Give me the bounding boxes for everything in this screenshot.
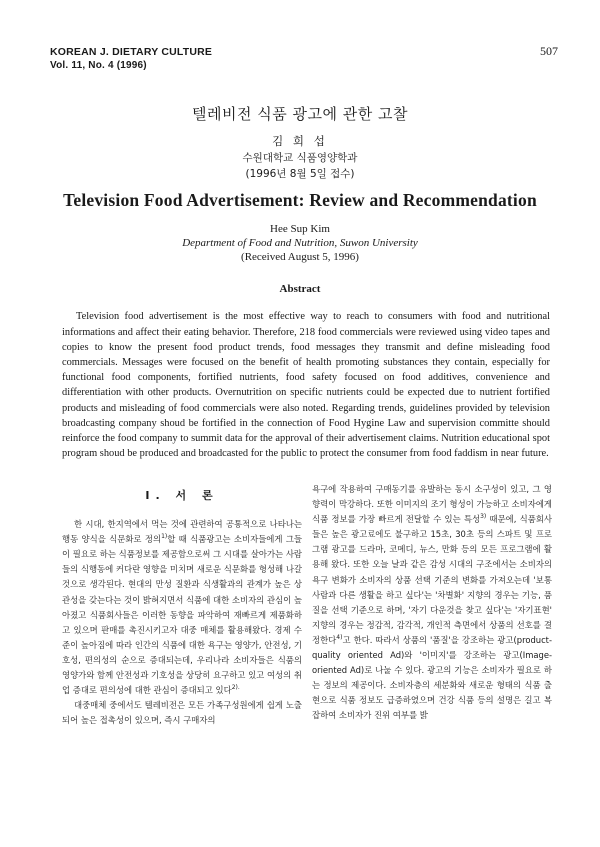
korean-title: 텔레비전 식품 광고에 관한 고찰 (192, 105, 408, 123)
english-title: Television Food Advertisement: Review and Recommendation (63, 190, 537, 210)
korean-author: 김 희 섭 (272, 134, 328, 148)
body-column-right (312, 482, 552, 724)
journal-name: KOREAN J. DIETARY CULTURE (50, 46, 213, 58)
english-received-date: (Received August 5, 1996) (241, 251, 359, 263)
english-affiliation: Department of Food and Nutrition, Suwon University (182, 237, 418, 249)
english-author: Hee Sup Kim (270, 223, 330, 235)
abstract-body: Television food advertisement is the most effective way to reach to consumers with food and nutritional informations and affect their eating behavior. Therefore, 218 food commercials were reviewed using video tapes and copies to know the present food product trends, food messages they transmit and define misleading food commercials. Messages were focused on the benefit of health promoting substances they contain, especially for functional food components, fortified nutrients, food safety focused on food additives, convenience and differentiation with other products. Overnutrition on specific nutrients could be expected due to nutrient fortified products and misleading of food commercials were also noted. Regarding trends, guidelines provided by television broadcasting company shoud be fortified in the connection of Food Hygine Law and supervision committe should reinforce the food company to summit data for the approval of their advertisement claims. Nutrition educational spot program shoud be produced and broadcasted for the public to protect the consumer from food faddism in near future. (62, 311, 550, 460)
journal-header (50, 46, 212, 72)
section-heading: I. 서 론 (145, 489, 219, 502)
body-paragraph: 한 시대, 한지역에서 먹는 것에 관련하여 공통적으로 나타나는 행동 양식을 식문화로 정의$^{1)}$할 때 식품광고는 소비자들에게 그들이 필요로 하는 식품정보를 제공함으로써 그 시대를 살아가는 사람들의 식행동에 커다란 영향을 미치며 새로운 식문화를 형성해 나갈 것으로 생각된다. 현대의 만성 질환과 식생활과의 관계가 높은 상관성을 갖는다는 것이 밝혀지면서 식품에 대한 소비자의 관심이 높아졌고 식품회사들은 이러한 동향을 파악하여 재빠르게 제품화하고 있으며 판매를 촉진시키고자 대중 매체를 활용해왔다. 경제 수준이 높아짐에 따라 인간의 식품에 대한 욕구는 영양가, 안전성, 기호성, 편의성의 순으로 증대되는데, 우리나라 소비자들은 식품의 영양가와 함께 안전성과 기호성을 상당히 요구하고 있고 여성의 취업 증대로 편의성에 대한 관심이 증대되고 있다$^{2).}$ (62, 519, 302, 696)
body-column-left (62, 488, 302, 728)
korean-received-date: (1996년 8월 5일 접수) (245, 168, 355, 180)
journal-volume: Vol. 11, No. 4 (1996) (50, 60, 147, 71)
korean-affiliation: 수원대학교 식품영양학과 (242, 152, 358, 164)
body-paragraph: 대중매체 중에서도 텔레비전은 모든 가족구성원에게 쉽게 노출되어 높은 접촉성이 있으며, 즉시 구매자의 (62, 700, 302, 726)
abstract-heading: Abstract (279, 283, 321, 295)
body-paragraph: 욕구에 작용하여 구매동기를 유발하는 동시 소구성이 있고, 그 영향력이 막강하다. 또한 이미지의 조기 형성이 가능하고 소비자에게 식품 정보를 가장 빠르게 전달할 수 있는 특성$^{3)}$ 때문에, 식품회사들은 높은 광고료에도 불구하고 15초, 30초 등의 스파트 및 프로그램 광고를 드라마, 코메디, 뉴스, 만화 등의 모든 프로그램에 활용해 왔다. 또한 오늘 날과 같은 감성 시대의 구조에서는 소비자의 욕구 변화가 소비자의 상품 선택 기준의 변화를 가져오는데 '보통 사람과 다른 생활을 하고 싶다'는 '차별화' 지향의 경우는 기능, 품질을 선택 기준으로 하며, '자기 다운것을 찾고 싶다'는 '자기표현' 지향의 경우는 정감적, 감각적, 개인적 측면에서 상품의 선호를 결정한다$^{4)}$고 한다. 따라서 상품의 '품질'을 강조하는 광고(product-quality oriented Ad)와 '이미지'를 강조하는 광고(Image-oriented Ad)로 나눌 수 있다. 광고의 기능은 소비자가 필요로 하는 정보의 제공이다. 소비자층의 세분화와 새로운 형태의 식품 출현으로 식품 정보도 급증하였으며 건강 식품 등의 설명은 길고 복잡하여 소비자가 진위 여부를 밝 (312, 484, 552, 721)
page-number: 507 (540, 44, 558, 58)
